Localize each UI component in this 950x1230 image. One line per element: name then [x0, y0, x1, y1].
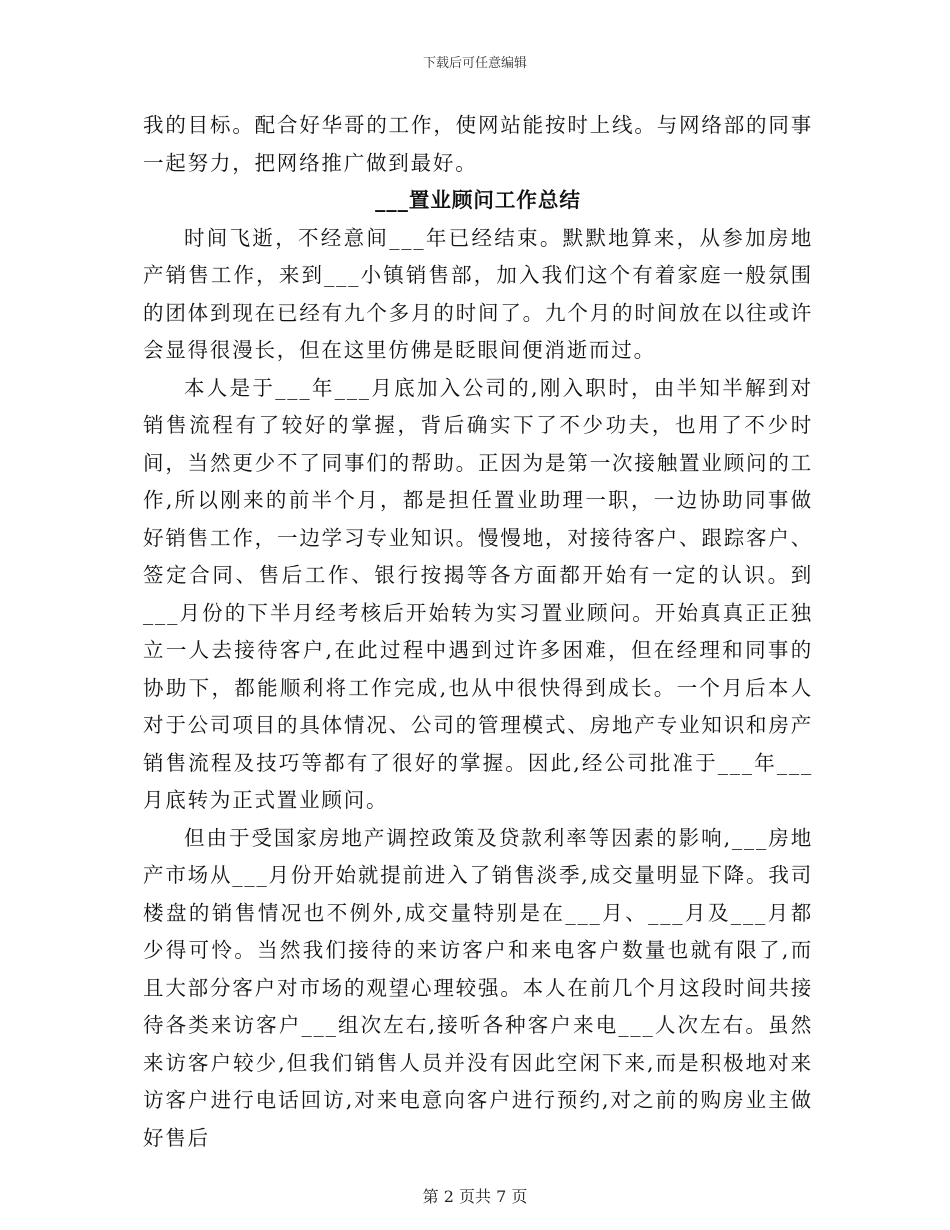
continuation-paragraph: 我的目标。配合好华哥的工作，使网站能按时上线。与网络部的同事一起努力，把网络推广做到最好。 [143, 113, 813, 175]
section-title: ___置业顾问工作总结 [375, 188, 581, 212]
paragraph-3: 但由于受国家房地产调控政策及贷款利率等因素的影响,___房地产市场从___月份开始就提前进入了销售淡季,成交量明显下降。我司楼盘的销售情况也不例外,成交量特别是在___月、___月及___月都少得可怜。当然我们接待的来访客户和来电客户数量也就有限了,而且大部分客户对市场的观望心理较强。本人在前几个月这段时间共接待各类来访客户___组次左右,接听各种客户来电___人次左右。虽然来访客户较少,但我们销售人员并没有因此空闲下来,而是积极地对来访客户进行电话回访,对来电意向客户进行预约,对之前的购房业主做好售后 [143, 825, 813, 1150]
page-header: 下载后可任意编辑 [422, 56, 527, 71]
page-footer: 第 2 页共 7 页 [422, 1187, 528, 1206]
paragraph-1: 时间飞逝，不经意间___年已经结束。默默地算来，从参加房地产销售工作，来到___小镇销售部，加入我们这个有着家庭一般氛围的团体到现在已经有九个多月的时间了。九个月的时间放在以往或许会显得很漫长，但在这里仿佛是眨眼间便消逝而过。 [143, 225, 813, 362]
paragraph-2: 本人是于___年___月底加入公司的,刚入职时，由半知半解到对销售流程有了较好的掌握，背后确实下了不少功夫，也用了不少时间，当然更少不了同事们的帮助。正因为是第一次接触置业顾问的工作,所以刚来的前半个月，都是担任置业助理一职，一边协助同事做好销售工作，一边学习专业知识。慢慢地，对接待客户、跟踪客户、签定合同、售后工作、银行按揭等各方面都开始有一定的认识。到___月份的下半月经考核后开始转为实习置业顾问。开始真真正正独立一人去接待客户,在此过程中遇到过许多困难，但在经理和同事的协助下，都能顺利将工作完成,也从中很快得到成长。一个月后本人对于公司项目的具体情况、公司的管理模式、房地产专业知识和房产销售流程及技巧等都有了很好的掌握。因此,经公司批准于___年___月底转为正式置业顾问。 [143, 375, 813, 812]
document-body [143, 107, 813, 1157]
